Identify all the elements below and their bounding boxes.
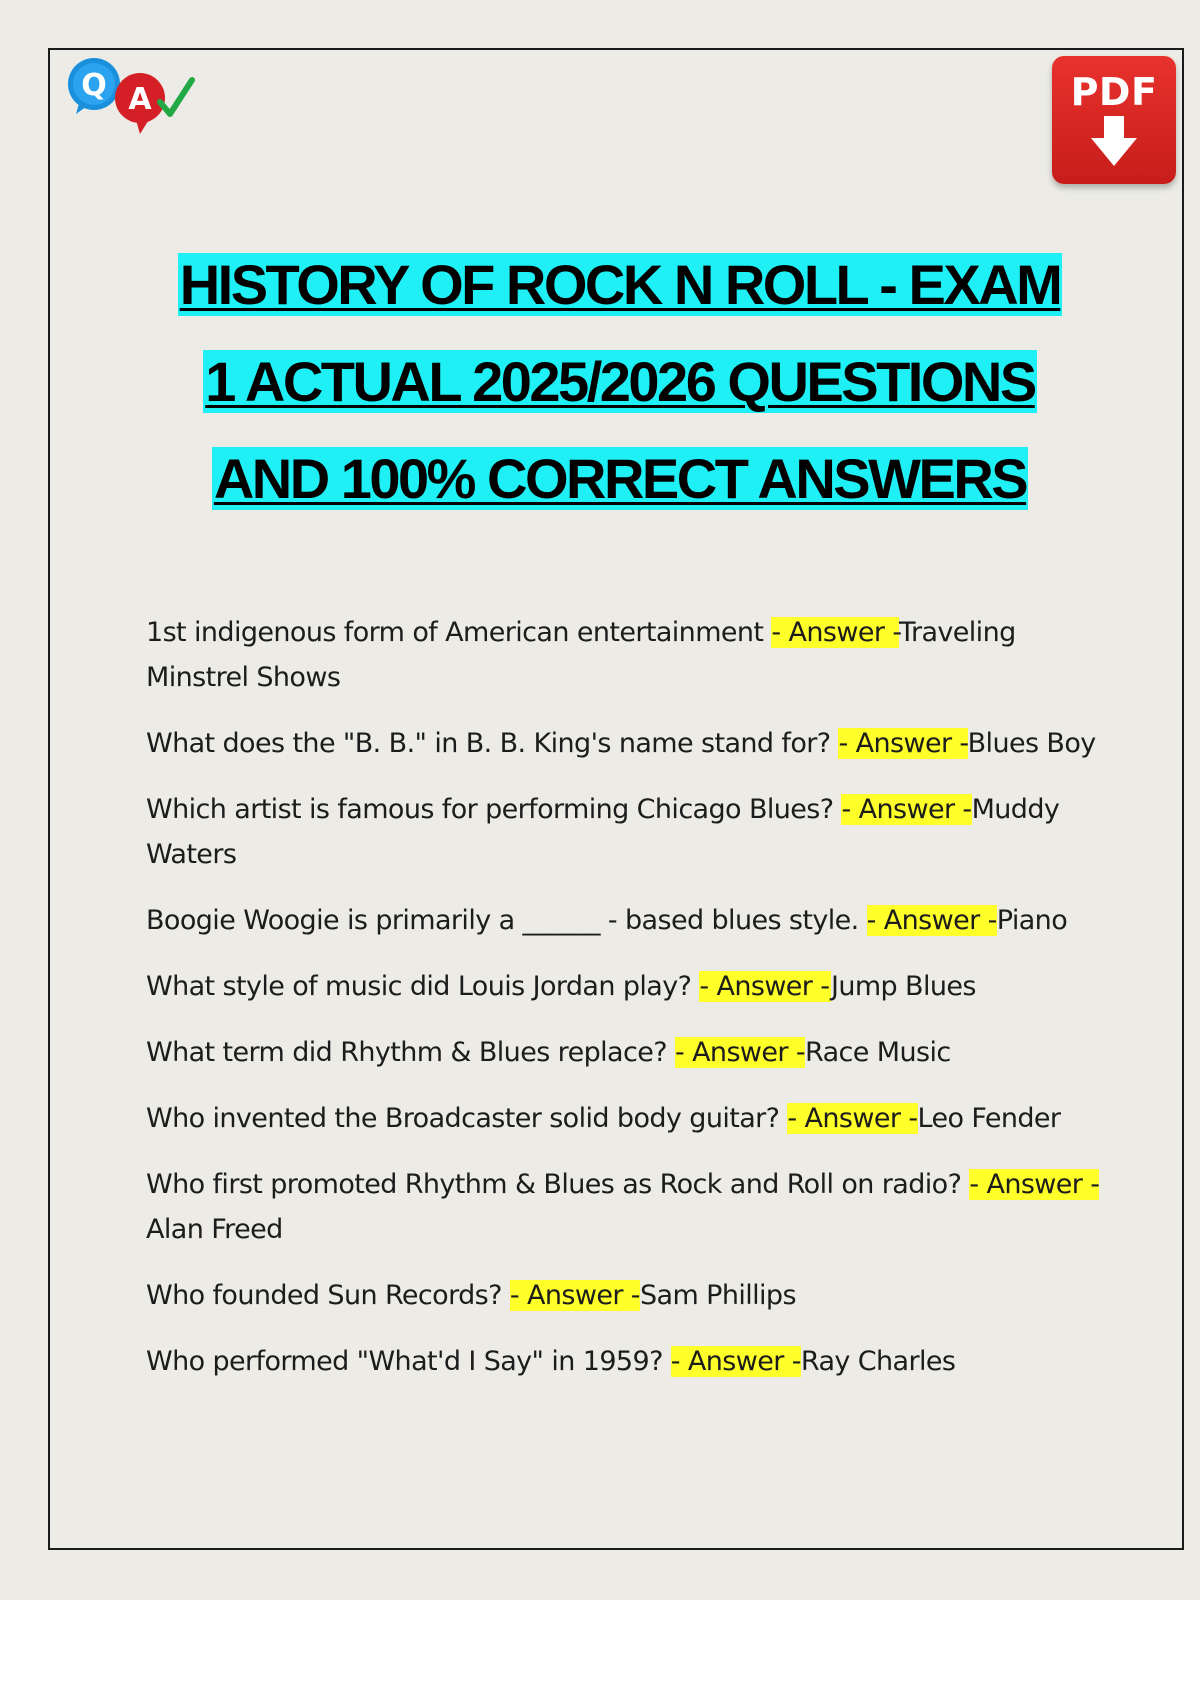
qa-item [146,1162,1106,1252]
question-text: Who performed "What'd I Say" in 1959? [146,1346,671,1377]
qa-item [146,787,1106,877]
qa-item [146,1096,1106,1141]
qa-item [146,898,1106,943]
answer-text: Jump Blues [830,971,976,1002]
answer-marker: - Answer - [699,971,831,1002]
question-text: Who founded Sun Records? [146,1280,510,1311]
qa-logo [66,56,196,136]
question-text: Who invented the Broadcaster solid body guitar? [146,1103,788,1134]
answer-text: Traveling Minstrel Shows [146,617,1016,693]
answer-text: Blues Boy [967,728,1096,759]
qa-item [146,721,1106,766]
answer-marker: - Answer - [838,728,968,759]
qa-logo-a: A [128,82,152,117]
qa-logo-q: Q [81,68,107,103]
document-title [90,236,1150,527]
question-text: What does the "B. B." in B. B. King's name stand for? [146,728,839,759]
qa-item [146,1030,1106,1075]
answer-marker: - Answer - [670,1346,801,1377]
answer-marker: - Answer - [771,617,900,648]
answer-text: Alan Freed [146,1214,283,1245]
pdf-download-badge[interactable] [1052,56,1176,184]
question-text: Which artist is famous for performing Chicago Blues? [146,794,842,825]
question-text: What style of music did Louis Jordan play? [146,971,700,1002]
title-line: AND 100% CORRECT ANSWERS [213,447,1027,510]
question-text: 1st indigenous form of American entertainment [146,617,772,648]
qa-item [146,1339,1106,1384]
pdf-badge-label: PDF [1070,70,1158,114]
title-line: 1 ACTUAL 2025/2026 QUESTIONS [205,350,1035,413]
qa-item [146,610,1106,700]
answer-marker: - Answer - [969,1169,1099,1200]
qa-item [146,964,1106,1009]
answer-marker: - Answer - [866,905,997,936]
download-arrow-icon [1089,116,1139,168]
question-text: Boogie Woogie is primarily a ______ - based blues style. [146,905,867,936]
title-line: HISTORY OF ROCK N ROLL - EXAM [179,253,1061,316]
answer-text: Piano [996,905,1068,936]
question-text: Who first promoted Rhythm & Blues as Rock and Roll on radio? [146,1169,970,1200]
answer-marker: - Answer - [841,794,972,825]
answer-text: Muddy Waters [146,794,1060,870]
answer-text: Race Music [805,1037,951,1068]
answer-marker: - Answer - [509,1280,640,1311]
answer-text: Sam Phillips [639,1280,796,1311]
answer-text: Leo Fender [917,1103,1061,1134]
qa-item [146,1273,1106,1318]
answer-marker: - Answer - [674,1037,806,1068]
qa-logo-icon [66,56,196,136]
question-text: What term did Rhythm & Blues replace? [146,1037,675,1068]
answer-marker: - Answer - [787,1103,918,1134]
answer-text: Ray Charles [800,1346,956,1377]
qa-list [146,610,1106,1405]
